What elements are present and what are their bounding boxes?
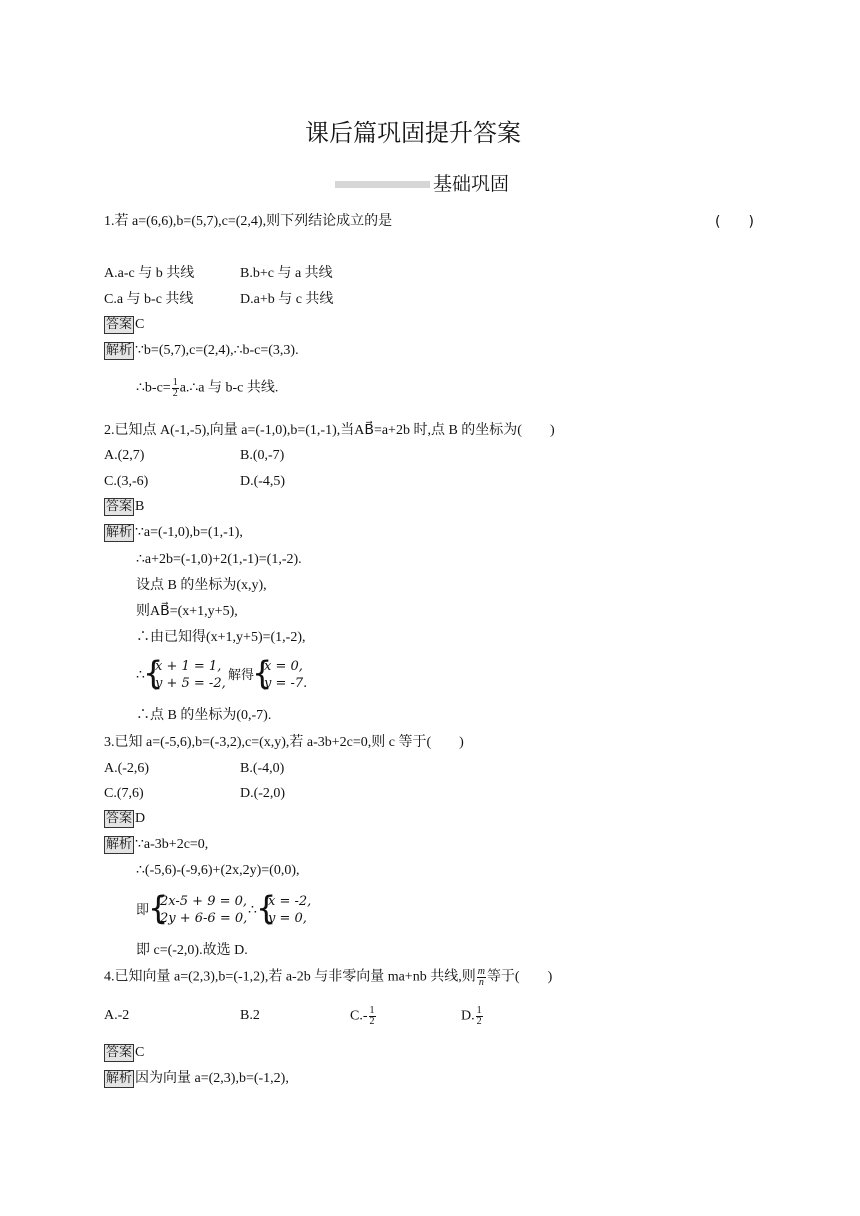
- q4-analysis: [104, 1070, 289, 1088]
- q4-stem-pre: 4.已知向量 a=(2,3),b=(-1,2),若 a-2b 与非零向量 ma+nb 共线,则: [104, 969, 476, 985]
- analysis-tag: 解析: [106, 837, 133, 852]
- q3-sys1-eq1: 2x-5 + 9 = 0,: [160, 894, 248, 909]
- q3-option-a: A.(-2,6): [104, 761, 150, 776]
- q2-option-a: A.(2,7): [104, 448, 145, 463]
- q4-stem: [104, 967, 552, 988]
- frac-denominator: 2: [476, 1016, 482, 1027]
- q3-answer: [104, 810, 145, 828]
- q4-option-a: A.-2: [104, 1008, 130, 1023]
- q2-sys-prefix: ∴: [136, 668, 145, 683]
- q2-analysis-line1: ∵a=(-1,0),b=(1,-1),: [135, 525, 243, 540]
- q1-option-d: D.a+b 与 c 共线: [240, 292, 334, 307]
- fraction-half: [369, 1006, 376, 1027]
- q3-sys2-eq1: x = -2,: [268, 894, 312, 909]
- q2-analysis-line2: ∴a+2b=(-1,0)+2(1,-1)=(1,-2).: [136, 552, 302, 567]
- q1-line2-pre: ∴b-c=: [136, 380, 171, 396]
- fraction-half: [172, 378, 179, 399]
- answer-tag: 答案: [106, 811, 133, 826]
- q3-analysis-line2: ∴(-5,6)-(-9,6)+(2x,2y)=(0,0),: [136, 863, 300, 878]
- q4-optd-pre: D.: [461, 1008, 475, 1024]
- q2-sys-mid: 解得: [228, 668, 255, 683]
- q2-analysis-line6: ∴点 B 的坐标为(0,-7).: [136, 708, 272, 723]
- q1-option-b: B.b+c 与 a 共线: [240, 266, 333, 281]
- q4-answer: [104, 1044, 144, 1062]
- q1-paren: ( ): [715, 214, 754, 230]
- section-bar: [335, 181, 430, 188]
- q2-sys1-eq2: y + 5 = -2,: [155, 676, 226, 691]
- q3-option-b: B.(-4,0): [240, 761, 285, 776]
- analysis-tag: 解析: [106, 343, 133, 358]
- q4-stem-post: 等于( ): [486, 969, 553, 985]
- q2-analysis-line3: 设点 B 的坐标为(x,y),: [136, 578, 267, 593]
- q1-answer: [104, 316, 144, 334]
- left-brace-icon: {: [148, 889, 169, 927]
- q2-sys1-eq1: x + 1 = 1,: [155, 659, 222, 674]
- q3-analysis-line3: 即 c=(-2,0).故选 D.: [136, 943, 248, 958]
- frac-denominator: 2: [172, 388, 178, 399]
- q4-optc-pre: C.-: [350, 1008, 368, 1024]
- q1-option-a: A.a-c 与 b 共线: [104, 266, 195, 281]
- q1-line2-post: a.∴a 与 b-c 共线.: [179, 380, 279, 396]
- q1-stem: 1.若 a=(6,6),b=(5,7),c=(2,4),则下列结论成立的是: [104, 214, 393, 229]
- q2-option-d: D.(-4,5): [240, 474, 286, 489]
- q2-analysis: [104, 524, 243, 542]
- left-brace-icon: {: [256, 889, 277, 927]
- q3-sys-prefix: 即: [136, 903, 150, 918]
- q2-option-b: B.(0,-7): [240, 448, 285, 463]
- q2-answer-value: B: [135, 499, 145, 514]
- q3-option-c: C.(7,6): [104, 786, 144, 801]
- q3-analysis: [104, 836, 208, 854]
- left-brace-icon: {: [252, 654, 273, 692]
- q1-analysis: [104, 342, 299, 360]
- q3-stem: 3.已知 a=(-5,6),b=(-3,2),c=(x,y),若 a-3b+2c=0,则 c 等于( ): [104, 735, 464, 750]
- q2-answer: [104, 498, 144, 516]
- q3-option-d: D.(-2,0): [240, 786, 286, 801]
- answer-tag: 答案: [106, 317, 133, 332]
- q2-sys2-eq2: y = -7.: [264, 676, 308, 691]
- q1-option-c: C.a 与 b-c 共线: [104, 292, 194, 307]
- q3-analysis-line1: ∵a-3b+2c=0,: [135, 837, 209, 852]
- q2-analysis-line5: ∴由已知得(x+1,y+5)=(1,-2),: [136, 630, 306, 645]
- q3-sys1-eq2: 2y + 6-6 = 0,: [160, 911, 248, 926]
- left-brace-icon: {: [143, 654, 164, 692]
- fraction-half: [476, 1006, 483, 1027]
- fraction-m-over-n: [477, 967, 486, 988]
- frac-denominator: n: [478, 977, 484, 988]
- q4-answer-value: C: [135, 1045, 145, 1060]
- q2-option-c: C.(3,-6): [104, 474, 149, 489]
- q3-sys2-eq2: y = 0,: [268, 911, 307, 926]
- frac-numerator: 1: [369, 1005, 375, 1016]
- q2-analysis-line4: 则AB⃗=(x+1,y+5),: [136, 604, 238, 619]
- frac-numerator: 1: [476, 1005, 482, 1016]
- answer-tag: 答案: [106, 1045, 133, 1060]
- section-title: 基础巩固: [433, 173, 510, 195]
- q4-analysis-line1: 因为向量 a=(2,3),b=(-1,2),: [135, 1071, 289, 1086]
- q4-option-d: [461, 1006, 484, 1027]
- q4-option-c: [350, 1006, 377, 1027]
- q1-analysis-line1: ∵b=(5,7),c=(2,4),∴b-c=(3,3).: [135, 343, 299, 358]
- analysis-tag: 解析: [106, 1071, 133, 1086]
- analysis-tag: 解析: [106, 525, 133, 540]
- q2-sys2-eq1: x = 0,: [264, 659, 303, 674]
- q1-analysis-line2: [136, 378, 278, 399]
- q1-answer-value: C: [135, 317, 145, 332]
- page-title: 课后篇巩固提升答案: [305, 119, 521, 147]
- q4-option-b: B.2: [240, 1008, 260, 1023]
- frac-numerator: 1: [172, 377, 178, 388]
- answer-tag: 答案: [106, 499, 133, 514]
- frac-numerator: m: [477, 966, 485, 977]
- q2-stem: 2.已知点 A(-1,-5),向量 a=(-1,0),b=(1,-1),当AB⃗=a+2b 时,点 B 的坐标为( ): [104, 423, 555, 438]
- q3-sys-mid: ∴: [248, 903, 257, 918]
- q3-answer-value: D: [135, 811, 146, 826]
- frac-denominator: 2: [369, 1016, 375, 1027]
